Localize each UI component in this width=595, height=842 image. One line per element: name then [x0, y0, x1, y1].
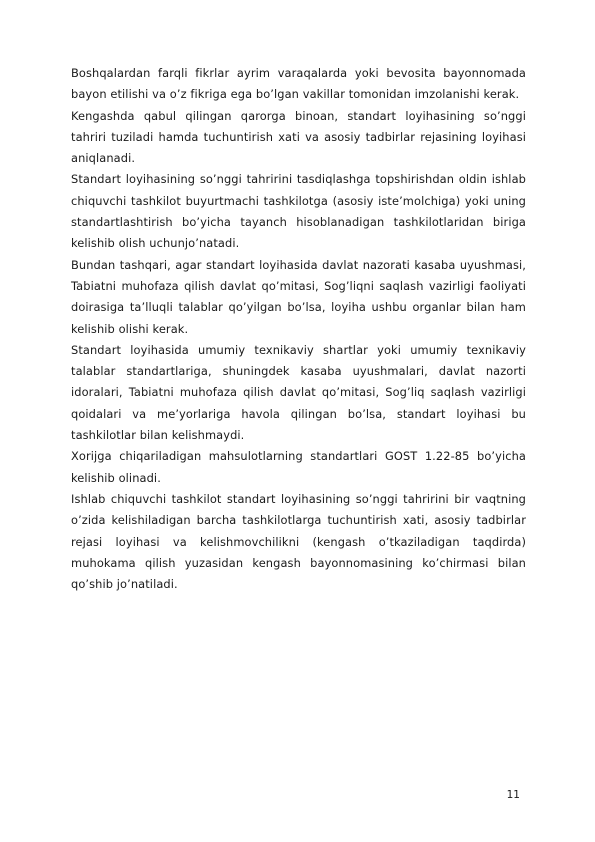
paragraph-simultaneous-distribution: Ishlab chiquvchi tashkilot standart loyihasining so’nggi tahririni bir vaqtning o’zida kelishiladigan barcha tashkilotlarga tuchuntirish xati, asosiy tadbirlar rejasi loyihasi va kelishmovchilikni (kengash o’tkaziladigan taqdirda) muhokama qilish yuzasidan kengash bayonnomasining ko’chirmasi bilan qo’shib jo’natiladi.	[71, 491, 526, 592]
paragraph-export-products: Xorijga chiqariladigan mahsulotlarning standartlari GOST 1.22-85 bo’yicha kelishib olinadi.	[71, 449, 526, 485]
paragraph-final-edition: Kengashda qabul qilingan qarorga binoan, standart loyihasining so’nggi tahriri tuziladi hamda tuchuntirish xati va asosiy tadbirlar rejasining loyihasi aniqlanadi.	[71, 108, 526, 166]
paragraph-dissenting-opinions: Boshqalardan farqli fikrlar ayrim varaqalarda yoki bevosita bayonnomada bayon etilishi va o’z fikriga ega bo’lgan vakillar tomonidan imzolanishi kerak.	[71, 66, 526, 102]
paragraph-general-technical-requirements: Standart loyihasida umumiy texnikaviy shartlar yoki umumiy texnikaviy talablar standartlariga, shuningdek kasaba uyushmalari, davlat nazorti idoralari, Tabiatni muhofaza qilish davlat qo’mitasi, Sog’liq saqlash vazirligi qoidalari va me’yorlariga havola qilingan bo’lsa, standart loyihasi bu tashkilotlar bilan kelishmaydi.	[71, 342, 526, 443]
paragraph-additional-agreement: Bundan tashqari, agar standart loyihasida davlat nazorati kasaba uyushmasi, Tabiatni muhofaza qilish davlat qo’mitasi, Sog’liqni saqlash vazirligi faoliyati doirasiga ta’lluqli talablar qo’yilgan bo’lsa, loyiha ushbu organlar bilan ham kelishib olishi kerak.	[71, 257, 526, 336]
paragraph-approval-submission: Standart loyihasining so’nggi tahririni tasdiqlashga topshirishdan oldin ishlab chiquvchi tashkilot buyurtmachi tashkilotga (asosiy iste’molchiga) yoki uning standartlashtirish bo’yicha tayanch hisoblanadigan tashkilotlaridan biriga kelishib olish uchunjo’natadi.	[71, 172, 526, 251]
document-body	[71, 63, 526, 595]
page-number: 11	[506, 789, 520, 801]
